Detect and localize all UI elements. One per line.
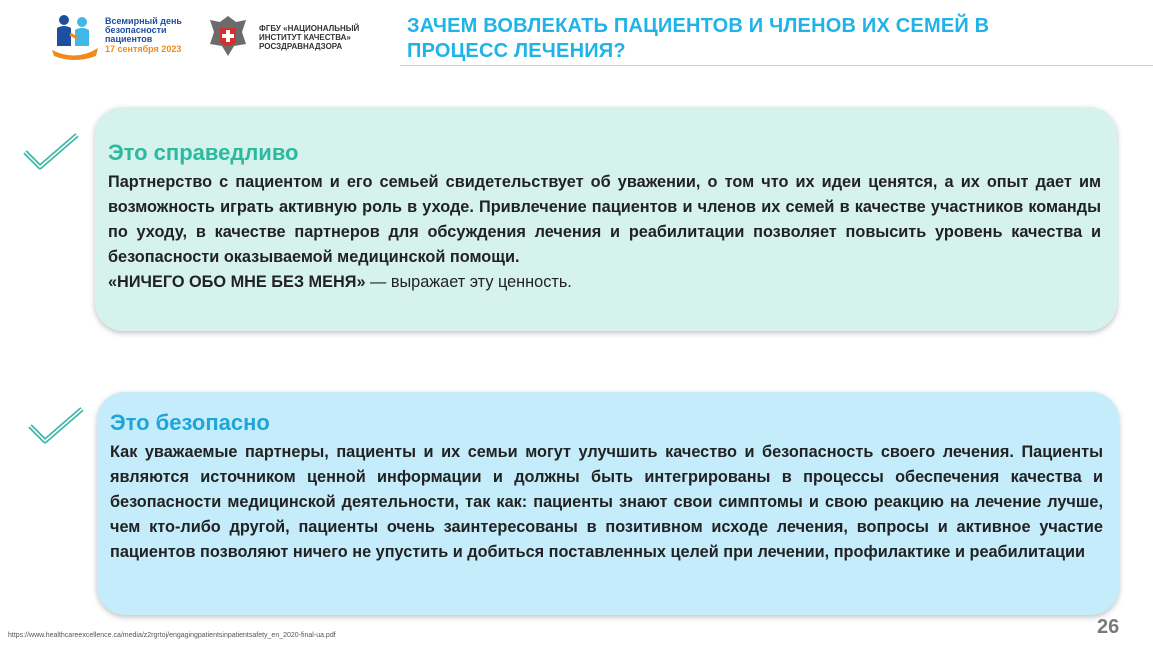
logo-left-line3: пациентов (105, 34, 153, 44)
logo-left-date: 17 сентября 2023 (105, 44, 182, 54)
section-card-fair (95, 107, 1117, 331)
logo-right-line3: РОСЗДРАВНАДЗОРА (259, 42, 343, 51)
logo-left-line2: безопасности (105, 25, 167, 35)
section-body (110, 440, 1103, 565)
checkmark-icon (27, 406, 85, 446)
people-holding-hands-icon (50, 12, 102, 60)
emblem-icon (206, 12, 250, 60)
logo-left-line1: Всемирный день (105, 16, 182, 26)
page-title-line2: ПРОЦЕСС ЛЕЧЕНИЯ? (407, 40, 626, 62)
section-body-text: Как уважаемые партнеры, пациенты и их семьи могут улучшить качество и безопасность своего лечения. Пациенты являются источником ценной информации и должны быть интегрированы в процессы обеспечения качества и безопасности медицинской деятельности, так как: пациенты знают свои симптомы и свою реакцию на лечение лучше, чем кто-либо другой, пациенты очень заинтересованы в позитивном исходе лечения, вопросы и активное участие пациентов позволяют ничего не упустить и добиться поставленных целей при лечении, профилактике и реабилитации (110, 443, 1103, 561)
section-card-safe (97, 392, 1119, 615)
section-quote-line (108, 270, 1101, 295)
section-quote: «НИЧЕГО ОБО МНЕ БЕЗ МЕНЯ» (108, 273, 366, 291)
section-body (108, 170, 1101, 295)
section-quote-tail: — выражает эту ценность. (365, 273, 572, 291)
national-quality-institute-logo (206, 12, 376, 62)
header-divider (400, 65, 1153, 66)
page-title-line1: ЗАЧЕМ ВОВЛЕКАТЬ ПАЦИЕНТОВ И ЧЛЕНОВ ИХ СЕМЕЙ В (407, 15, 990, 37)
logo-right-line1: ФГБУ «НАЦИОНАЛЬНЫЙ (259, 24, 360, 33)
checkmark-icon (22, 132, 80, 172)
section-heading: Это безопасно (110, 410, 270, 435)
source-link[interactable]: https://www.healthcareexcellence.ca/media/z2rgrtoj/engagingpatientsinpatientsafety_en_2020-final-ua.pdf (8, 632, 336, 639)
page-title (407, 14, 1107, 64)
section-body-text: Партнерство с пациентом и его семьей свидетельствует об уважении, о том что их идеи ценятся, а их опыт дает им возможность играть активную роль в уходе. Привлечение пациентов и членов их семей в качестве участников команды по уходу, в качестве партнеров для обсуждения лечения и реабилитации позволяет повысить уровень качества и безопасности оказываемой медицинской помощи. (108, 173, 1101, 266)
page-number: 26 (1097, 616, 1120, 638)
section-heading: Это справедливо (108, 140, 299, 165)
logo-right-line2: ИНСТИТУТ КАЧЕСТВА» (259, 33, 351, 42)
world-patient-safety-day-logo (50, 12, 200, 62)
